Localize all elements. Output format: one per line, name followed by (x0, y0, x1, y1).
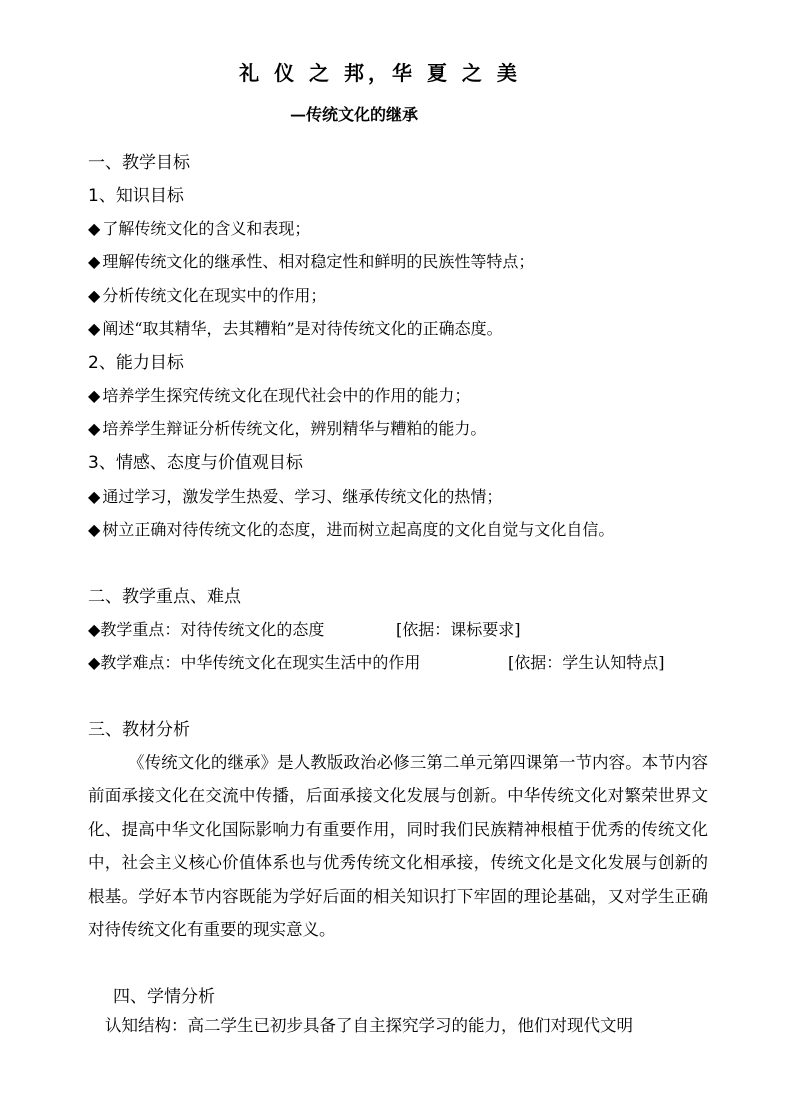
difficulty-basis: [依据：学生认知特点] (508, 653, 665, 672)
bullet-item: ◆ 了解传统文化的含义和表现； (88, 219, 311, 238)
subheading-ability: 2、能力目标 (88, 353, 184, 373)
diamond-bullet-icon: ◆ (88, 620, 101, 639)
subheading-emotion: 3、情感、态度与价值观目标 (88, 453, 303, 473)
bullet-item: ◆ 通过学习，激发学生热爱、学习、继承传统文化的热情； (88, 487, 503, 506)
section-heading-key-points: 二、教学重点、难点 (88, 587, 241, 607)
bullet-item: ◆ 培养学生探究传统文化在现代社会中的作用的能力； (88, 386, 471, 405)
section-heading-objectives: 一、教学目标 (88, 153, 190, 173)
diamond-bullet-icon: ◆ (88, 252, 101, 271)
bullet-item: ◆ 树立正确对待传统文化的态度，进而树立起高度的文化自觉与文化自信。 (88, 520, 615, 539)
bullet-item: ◆ 阐述“取其精华，去其糟粕”是对待传统文化的正确态度。 (88, 319, 503, 338)
diamond-bullet-icon: ◆ (88, 286, 101, 305)
section-heading-textbook: 三、教材分析 (88, 720, 190, 740)
difficulty-line (88, 652, 708, 674)
diamond-bullet-icon: ◆ (88, 487, 101, 506)
key-point-label: 教学重点：对待传统文化的态度 (100, 620, 325, 639)
subheading-knowledge: 1、知识目标 (88, 186, 184, 206)
diamond-bullet-icon: ◆ (88, 653, 101, 672)
diamond-bullet-icon: ◆ (88, 520, 101, 539)
page-title: 礼 仪 之 邦，华 夏 之 美 (239, 61, 521, 85)
diamond-bullet-icon: ◆ (88, 319, 101, 338)
diamond-bullet-icon: ◆ (88, 219, 101, 238)
student-analysis-line: 认知结构：高二学生已初步具备了自主探究学习的能力，他们对现代文明 (105, 1016, 633, 1035)
diamond-bullet-icon: ◆ (88, 386, 101, 405)
bullet-item: ◆ 培养学生辩证分析传统文化，辨别精华与糟粕的能力。 (88, 419, 487, 438)
diamond-bullet-icon: ◆ (88, 419, 101, 438)
page-subtitle: —传统文化的继承 (290, 105, 419, 124)
key-point-basis: [依据：课标要求] (396, 620, 521, 639)
key-point-line (88, 619, 708, 641)
bullet-item: ◆ 分析传统文化在现实中的作用； (88, 286, 327, 305)
bullet-item: ◆ 理解传统文化的继承性、相对稳定性和鲜明的民族性等特点； (88, 252, 535, 271)
section-heading-student-analysis: 四、学情分析 (113, 987, 215, 1007)
textbook-paragraph: 《传统文化的继承》是人教版政治必修三第二单元第四课第一节内容。本节内容前面承接文化在交流中传播，后面承接文化发展与创新。中华传统文化对繁荣世界文化、提高中华文化国际影响力有重要作用，同时我们民族精神根植于优秀的传统文化中，社会主义核心价值体系也与优秀传统文化相承接，传统文化是文化发展与创新的根基。学好本节内容既能为学好后面的相关知识打下牢固的理论基础，又对学生正确对待传统文化有重要的现实意义。 (88, 753, 708, 940)
difficulty-label: 教学难点：中华传统文化在现实生活中的作用 (100, 653, 421, 672)
